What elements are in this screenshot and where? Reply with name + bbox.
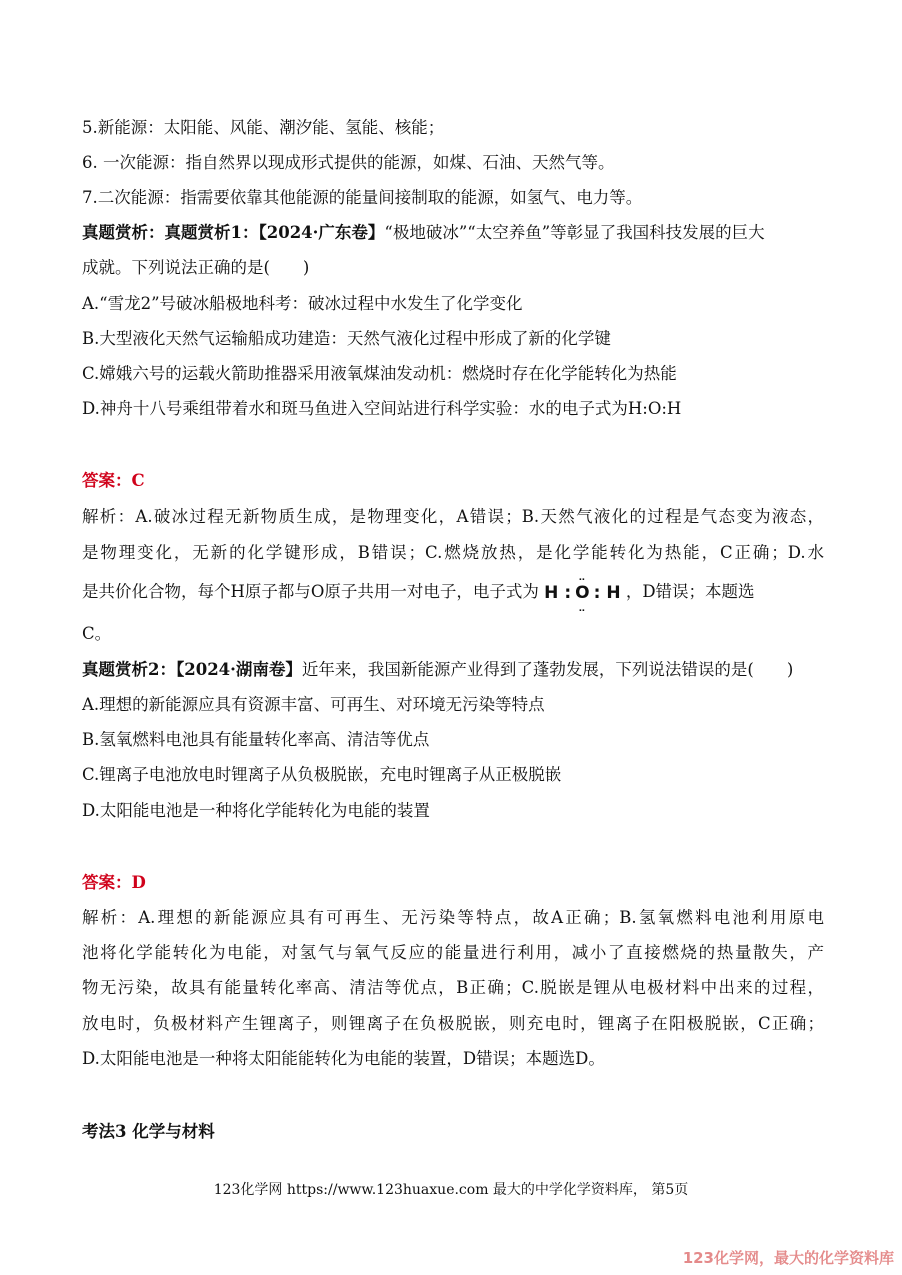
q2-label: 真题赏析2：【2024·湖南卷】 <box>82 660 302 679</box>
q2-analysis-line5: D.太阳能电池是一种将太阳能能转化为电能的装置，D错误；本题选D。 <box>82 1049 605 1068</box>
q1-analysis-line3-post: ，D错误；本题选 <box>625 582 755 601</box>
q2-option-b: B.氢氧燃料电池具有能量转化率高、清洁等优点 <box>82 730 430 749</box>
q1-option-d: D.神舟十八号乘组带着水和斑马鱼进入空间站进行科学实验：水的电子式为H:O:H <box>82 399 682 418</box>
q1-analysis-line4: C。 <box>82 624 112 643</box>
q1-option-a: A.“雪龙2”号破冰船极地科考：破冰过程中水发生了化学变化 <box>82 294 523 313</box>
q2-option-a: A.理想的新能源应具有资源丰富、可再生、对环境无污染等特点 <box>82 695 545 714</box>
q1-stem-text: “极地破冰”“太空养鱼”等彰显了我国科技发展的巨大 <box>384 223 765 242</box>
q1-analysis-line1: 解析：A.破冰过程无新物质生成，是物理变化，A错误；B.天然气液化的过程是气态变为液态， <box>82 507 824 526</box>
q1-option-b: B.大型液化天然气运输船成功建造：天然气液化过程中形成了新的化学键 <box>82 329 611 348</box>
q2-analysis-line3: 物无污染，故具有能量转化率高、清洁等优点，B正确；C.脱嵌是锂从电极材料中出来的过程， <box>82 978 824 997</box>
formula-dots-bottom: ‥ <box>578 603 586 614</box>
formula-oxygen <box>575 572 590 614</box>
q1-stem-line2: 成就。下列说法正确的是( ) <box>82 258 310 277</box>
watermark: 123化学网，最大的化学资料库 <box>682 1249 894 1267</box>
q2-option-c: C.锂离子电池放电时锂离子从负极脱嵌，充电时锂离子从正极脱嵌 <box>82 765 562 784</box>
q1-analysis-line2: 是物理变化，无新的化学键形成，B错误；C.燃烧放热，是化学能转化为热能，C正确；D.水 <box>82 543 824 562</box>
q2-analysis-line4: 放电时，负极材料产生锂离子，则锂离子在负极脱嵌，则充电时，锂离子在阳极脱嵌，C正确； <box>82 1014 824 1033</box>
primary-energy-line: 6. 一次能源：指自然界以现成形式提供的能源，如煤、石油、天然气等。 <box>82 153 615 172</box>
q2-answer: 答案：D <box>82 873 146 892</box>
q1-label: 真题赏析：真题赏析1：【2024·广东卷】 <box>82 223 385 242</box>
formula-dots-top: ‥ <box>578 572 586 583</box>
formula-o: O <box>575 582 590 603</box>
water-electron-formula <box>544 572 621 614</box>
q2-analysis-line2: 池将化学能转化为电能，对氢气与氧气反应的能量进行利用，减小了直接燃烧的热量散失，产 <box>82 943 824 962</box>
q1-analysis-line3-pre: 是共价化合物，每个H原子都与O原子共用一对电子，电子式为 <box>82 582 539 601</box>
q2-analysis-line1: 解析：A.理想的新能源应具有可再生、无污染等特点，故A正确；B.氢氧燃料电池利用原电 <box>82 908 824 927</box>
new-energy-line: 5.新能源：太阳能、风能、潮汐能、氢能、核能； <box>82 118 445 137</box>
q1-analysis-line3 <box>82 572 824 614</box>
section3-heading: 考法3 化学与材料 <box>82 1122 215 1141</box>
formula-colon-right: : <box>593 582 601 603</box>
q2-stem-text: 近年来，我国新能源产业得到了蓬勃发展，下列说法错误的是( ) <box>301 660 794 679</box>
formula-colon-left: : <box>564 582 572 603</box>
q1-stem-line1 <box>82 221 824 245</box>
secondary-energy-line: 7.二次能源：指需要依靠其他能源的能量间接制取的能源，如氢气、电力等。 <box>82 188 643 207</box>
page-footer: 123化学网 https://www.123huaxue.com 最大的中学化学资料库， 第5页 <box>213 1182 689 1198</box>
formula-h1: H <box>544 582 559 603</box>
q2-option-d: D.太阳能电池是一种将化学能转化为电能的装置 <box>82 801 430 820</box>
q1-answer: 答案：C <box>82 471 145 490</box>
formula-h2: H <box>606 582 621 603</box>
q2-stem-line <box>82 658 824 682</box>
q1-option-c: C.嫦娥六号的运载火箭助推器采用液氧煤油发动机：燃烧时存在化学能转化为热能 <box>82 364 677 383</box>
